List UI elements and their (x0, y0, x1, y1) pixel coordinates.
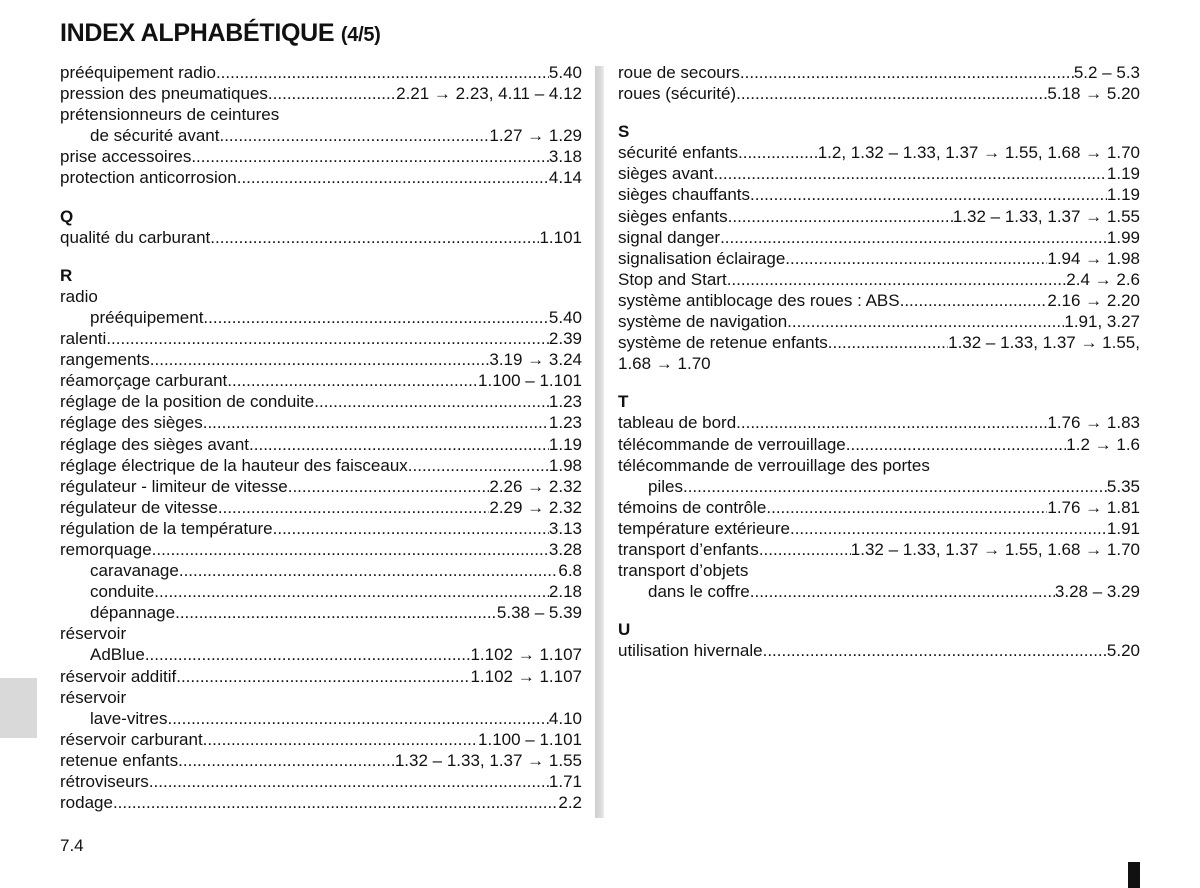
index-entry (618, 412, 1140, 433)
index-term: système antiblocage des roues : ABS (618, 290, 900, 310)
index-term: utilisation hivernale (618, 641, 763, 661)
index-page-ref: 1.100 – 1.101 (478, 729, 582, 749)
index-entry (618, 518, 1140, 539)
index-entry (618, 640, 1140, 661)
index-term: réservoir additif (60, 666, 177, 686)
index-page-ref: 1.98 (548, 455, 582, 475)
index-entry-heading (60, 687, 582, 708)
leader-dots (736, 83, 1047, 104)
index-term: sièges avant (618, 164, 714, 184)
index-entry (618, 206, 1140, 227)
index-page-ref: 1.19 (1106, 185, 1140, 205)
leader-dots (203, 307, 548, 328)
index-term: prise accessoires (60, 147, 192, 167)
index-term: qualité du carburant (60, 227, 211, 247)
index-entry (618, 539, 1140, 560)
index-subentry (618, 581, 1140, 602)
index-entry-heading (60, 623, 582, 644)
index-page-ref: 1.32 – 1.33, 1.37 → 1.55 (394, 750, 582, 770)
index-term: dans le coffre (648, 582, 750, 602)
index-subentry (60, 560, 582, 581)
index-entry (618, 83, 1140, 104)
section-tab-marker (0, 678, 37, 738)
page-title-main: INDEX ALPHABÉTIQUE (60, 19, 335, 47)
index-term: pression des pneumatiques (60, 84, 268, 104)
leader-dots (740, 62, 1074, 83)
index-subentry (60, 125, 582, 146)
index-page-ref: 3.28 (548, 539, 582, 559)
index-page-ref: 5.40 (548, 307, 582, 327)
index-term: sièges chauffants (618, 185, 750, 205)
index-entry (618, 497, 1140, 518)
index-page-ref: 2.16 → 2.20 (1047, 290, 1140, 310)
index-entry (618, 142, 1140, 163)
index-entry (60, 434, 582, 455)
index-entry-heading (60, 286, 582, 307)
index-entry (60, 167, 582, 188)
leader-dots (713, 163, 1106, 184)
index-term: régulateur - limiteur de vitesse (60, 476, 288, 496)
index-term: rétroviseurs (60, 772, 149, 791)
leader-dots (179, 560, 559, 581)
index-term: sièges enfants (618, 206, 728, 226)
leader-dots (900, 290, 1048, 311)
leader-dots (227, 370, 478, 391)
index-term: télécommande de verrouillage des portes (618, 455, 930, 475)
index-subentry (60, 602, 582, 623)
index-term: piles (648, 476, 683, 496)
index-term: réservoir (60, 687, 127, 707)
leader-dots (203, 729, 478, 750)
index-page-ref: 3.28 – 3.29 (1054, 582, 1140, 602)
index-entry (60, 476, 582, 497)
leader-dots (167, 708, 548, 729)
index-term: prétensionneurs de ceintures (60, 105, 280, 125)
leader-dots (154, 581, 549, 602)
index-subentry (60, 307, 582, 328)
index-term: rangements (60, 350, 150, 370)
index-entry-heading (618, 560, 1140, 581)
index-term: réglage électrique de la hauteur des faisceaux (60, 455, 408, 475)
leader-dots (408, 455, 549, 476)
index-entry (60, 497, 582, 518)
index-entry (60, 349, 582, 370)
leader-dots (113, 792, 558, 813)
index-entry (618, 269, 1140, 290)
index-term: ralenti (60, 329, 107, 349)
index-page-ref: 2.21 → 2.23, 4.11 – 4.12 (396, 84, 582, 104)
index-entry (60, 62, 582, 83)
index-subentry (618, 476, 1140, 497)
index-entry-heading (618, 455, 1140, 476)
index-term: température extérieure (618, 518, 790, 538)
index-entry (60, 227, 582, 248)
index-page-ref: 1.102 → 1.107 (470, 645, 582, 665)
index-term: lave-vitres (90, 708, 168, 728)
index-term: réservoir carburant (60, 729, 203, 749)
leader-dots (736, 412, 1047, 433)
index-page-ref: 5.20 (1106, 641, 1140, 661)
index-page-ref: 5.2 – 5.3 (1073, 63, 1140, 82)
index-term: de sécurité avant (90, 126, 220, 146)
index-term: tableau de bord (618, 413, 737, 433)
index-entry (60, 391, 582, 412)
index-page-ref: 5.35 (1106, 476, 1140, 496)
leader-dots (218, 497, 490, 518)
index-term: roues (sécurité) (618, 84, 737, 104)
index-term: remorquage (60, 539, 152, 559)
index-term: système de navigation (618, 312, 788, 332)
index-entry (618, 290, 1140, 311)
leader-dots (314, 391, 549, 412)
index-entry (60, 792, 582, 813)
index-page-ref: 1.19 (1106, 164, 1140, 184)
leader-dots (210, 227, 539, 248)
leader-dots (176, 666, 470, 687)
leader-dots (106, 328, 549, 349)
leader-dots (237, 167, 549, 188)
page-number: 7.4 (60, 836, 84, 855)
index-entry (618, 248, 1140, 269)
index-page-ref: 2.26 → 2.32 (489, 476, 582, 496)
index-page-ref: 1.27 → 1.29 (489, 126, 582, 146)
index-page-ref: 3.18 (548, 147, 582, 167)
index-term: réglage des sièges (60, 413, 203, 433)
index-term: transport d’enfants (618, 539, 759, 559)
index-page-ref: 2.4 → 2.6 (1066, 269, 1140, 289)
index-page-ref: 1.76 → 1.83 (1047, 413, 1140, 433)
index-term: caravanage (90, 561, 179, 581)
index-entry (60, 539, 582, 560)
index-term: protection anticorrosion (60, 168, 237, 188)
index-term: conduite (90, 582, 155, 602)
index-term: prééquipement radio (60, 63, 216, 82)
leader-dots (728, 206, 953, 227)
index-entry (60, 666, 582, 687)
leader-dots (249, 434, 549, 455)
index-page-ref: 1.32 – 1.33, 1.37 → 1.55, 1.68 → 1.70 (850, 539, 1140, 559)
index-page-ref: 3.13 (548, 518, 582, 538)
index-entry (60, 146, 582, 167)
index-entry (618, 184, 1140, 205)
leader-dots (216, 62, 549, 83)
index-entry (60, 455, 582, 476)
index-entry (60, 412, 582, 433)
index-page-ref: 1.23 (548, 413, 582, 433)
index-term: système de retenue enfants (618, 333, 828, 353)
column-divider (595, 66, 604, 818)
index-entry (618, 311, 1140, 332)
index-entry (60, 518, 582, 539)
index-page-ref: 1.100 – 1.101 (478, 371, 582, 391)
index-term: réservoir (60, 624, 127, 644)
index-page-ref: 1.68 → 1.70 (618, 354, 711, 374)
leader-dots (750, 581, 1055, 602)
leader-dots (273, 518, 549, 539)
index-page-ref: 4.14 (548, 168, 582, 188)
index-entry-heading (60, 104, 582, 125)
leader-dots (828, 332, 948, 353)
index-subentry (60, 581, 582, 602)
leader-dots (766, 497, 1047, 518)
index-term: télécommande de verrouillage (618, 434, 846, 454)
index-term: rodage (60, 793, 113, 813)
leader-dots (759, 539, 851, 560)
index-page-ref: 1.2 → 1.6 (1066, 434, 1140, 454)
leader-dots (785, 248, 1047, 269)
index-entry (60, 370, 582, 391)
index-term: signal danger (618, 227, 721, 247)
leader-dots (191, 146, 549, 167)
index-term: témoins de contrôle (618, 497, 767, 517)
index-page-ref: 1.91, 3.27 (1064, 312, 1140, 332)
index-page-ref: 5.40 (548, 63, 582, 82)
leader-dots (178, 750, 395, 771)
index-entry (618, 62, 1140, 83)
index-entry (60, 750, 582, 771)
page-title-part: (4/5) (340, 24, 381, 46)
index-term: Stop and Start (618, 269, 727, 289)
index-entry (618, 227, 1140, 248)
section-letter-q: Q (60, 206, 74, 226)
index-subentry (60, 708, 582, 729)
index-entry (60, 328, 582, 349)
index-page-ref: 1.102 → 1.107 (470, 666, 582, 686)
index-page-ref: 1.101 (539, 227, 582, 247)
index-term: prééquipement (90, 307, 204, 327)
index-page-ref: 2.39 (548, 329, 582, 349)
index-page-ref: 1.32 – 1.33, 1.37 → 1.55, (948, 333, 1140, 353)
page-edge-mark (1128, 862, 1140, 888)
index-term: roue de secours (618, 63, 740, 82)
page-title (60, 19, 381, 48)
leader-dots (683, 476, 1107, 497)
leader-dots (219, 125, 489, 146)
leader-dots (846, 434, 1067, 455)
index-page-ref: 1.32 – 1.33, 1.37 → 1.55 (952, 206, 1140, 226)
index-term: AdBlue (90, 645, 145, 665)
index-entry (60, 771, 582, 792)
index-page-ref: 2.18 (548, 582, 582, 602)
index-subentry (60, 644, 582, 665)
index-term: sécurité enfants (618, 143, 739, 163)
leader-dots (149, 771, 549, 792)
leader-dots (145, 644, 471, 665)
index-page-ref: 1.76 → 1.81 (1047, 497, 1140, 517)
index-term: radio (60, 286, 98, 306)
leader-dots (720, 227, 1107, 248)
index-term: transport d’objets (618, 561, 749, 581)
index-page-ref: 1.94 → 1.98 (1047, 248, 1140, 268)
index-page-ref: 5.18 → 5.20 (1047, 84, 1140, 104)
index-term: réamorçage carburant (60, 371, 228, 391)
leader-dots (790, 518, 1107, 539)
index-entry (60, 83, 582, 104)
index-entry (618, 163, 1140, 184)
index-term: réglage des sièges avant (60, 434, 250, 454)
index-term: retenue enfants (60, 750, 179, 770)
index-term: réglage de la position de conduite (60, 392, 315, 412)
leader-dots (150, 349, 490, 370)
index-term: régulateur de vitesse (60, 497, 218, 517)
index-page-ref: 1.23 (548, 392, 582, 412)
leader-dots (750, 184, 1107, 205)
index-page-ref: 1.91 (1106, 518, 1140, 538)
leader-dots (268, 83, 396, 104)
index-term: régulation de la température (60, 518, 273, 538)
index-page-ref: 2.2 (558, 793, 582, 813)
index-page-ref: 3.19 → 3.24 (489, 350, 582, 370)
section-letter-s: S (618, 122, 630, 142)
index-page-ref: 1.19 (548, 434, 582, 454)
leader-dots (727, 269, 1067, 290)
leader-dots (152, 539, 549, 560)
leader-dots (738, 142, 818, 163)
index-page-ref: 1.2, 1.32 – 1.33, 1.37 → 1.55, 1.68 → 1.70 (817, 143, 1140, 163)
leader-dots (763, 640, 1107, 661)
section-letter-t: T (618, 392, 629, 412)
index-column-left (60, 62, 582, 813)
section-letter-u: U (618, 620, 631, 640)
index-page-ref: 2.29 → 2.32 (489, 497, 582, 517)
index-page-ref: 1.71 (548, 772, 582, 791)
index-page-ref: 4.10 (548, 708, 582, 728)
section-letter-r: R (60, 265, 73, 285)
leader-dots (203, 412, 549, 433)
index-term: signalisation éclairage (618, 248, 786, 268)
index-entry-continuation (618, 353, 1140, 374)
index-entry (618, 332, 1140, 353)
index-page-ref: 5.38 – 5.39 (496, 603, 582, 623)
leader-dots (288, 476, 490, 497)
index-term: dépannage (90, 603, 176, 623)
index-entry (60, 729, 582, 750)
index-page-ref: 6.8 (558, 561, 582, 581)
leader-dots (787, 311, 1064, 332)
leader-dots (175, 602, 497, 623)
index-page-ref: 1.99 (1106, 227, 1140, 247)
index-entry (618, 434, 1140, 455)
index-column-right (618, 62, 1140, 661)
